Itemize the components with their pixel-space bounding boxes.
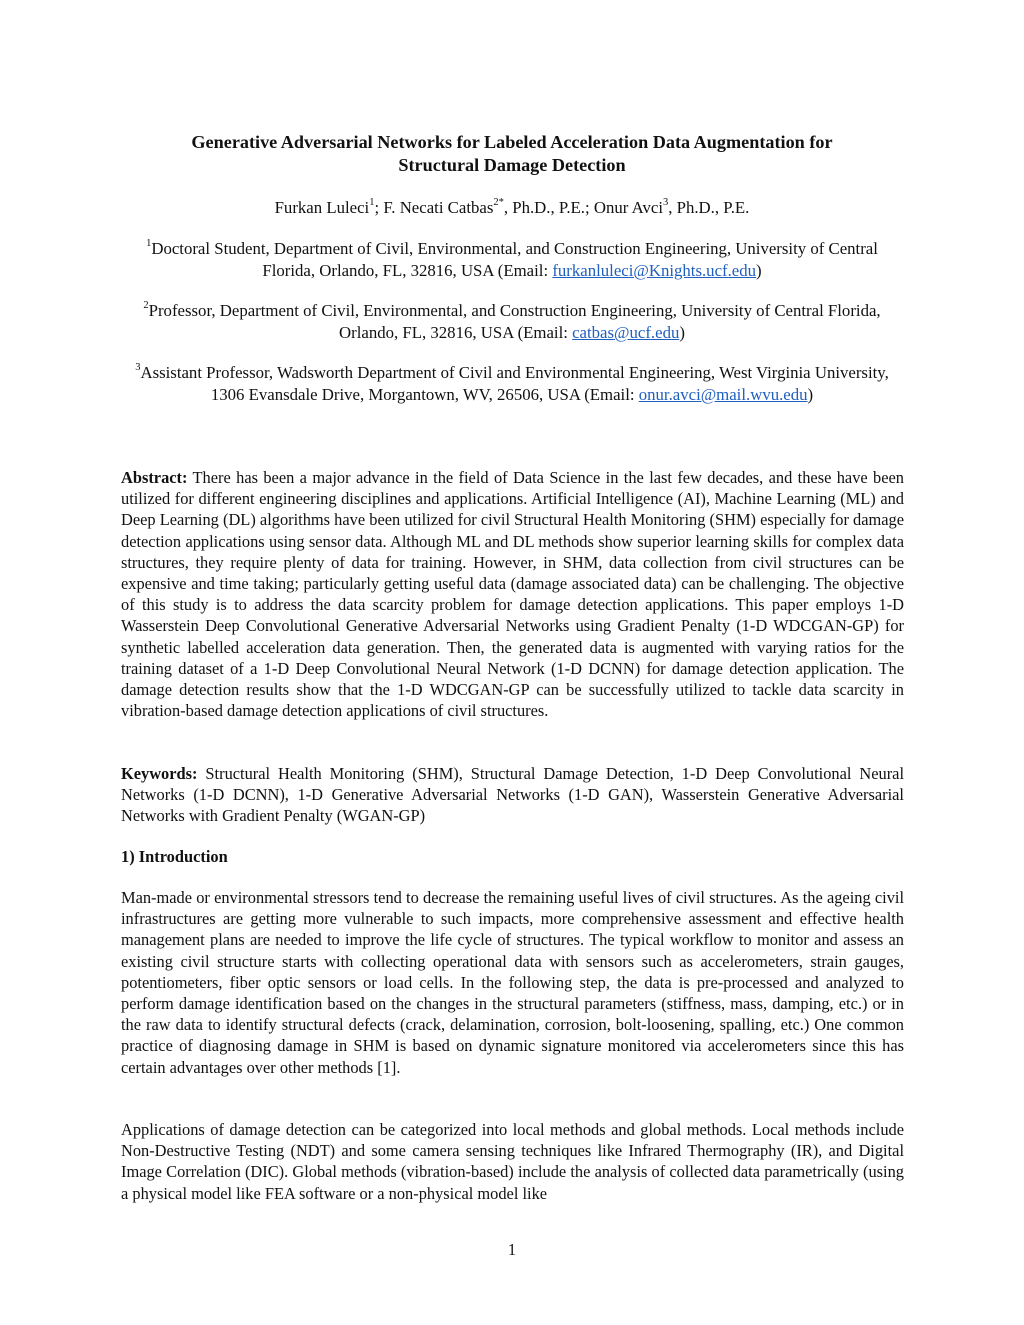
affiliation-2-email-link[interactable]: catbas@ucf.edu	[572, 323, 680, 342]
author-3-sup: 3	[663, 197, 669, 209]
title-line-1: Generative Adversarial Networks for Labeled Acceleration Data Augmentation for	[191, 132, 833, 152]
affiliation-1-close: )	[756, 261, 762, 280]
author-2-name: F. Necati Catbas	[383, 198, 494, 217]
affiliation-1-email-link[interactable]: furkanluleci@Knights.ucf.edu	[552, 261, 757, 280]
author-list	[120, 197, 904, 219]
affiliation-2-sup: 2	[143, 300, 149, 312]
abstract-paragraph	[121, 467, 904, 721]
page-number: 1	[507, 1240, 517, 1259]
abstract-label: Abstract:	[121, 468, 188, 487]
affiliation-2	[120, 300, 904, 344]
affiliation-3	[120, 362, 904, 406]
author-3-name: Onur Avci	[593, 198, 663, 217]
affiliation-1-sup: 1	[146, 238, 152, 250]
affiliation-3-email-link[interactable]: onur.avci@mail.wvu.edu	[638, 385, 808, 404]
keywords-text: Structural Health Monitoring (SHM), Structural Damage Detection, 1-D Deep Convolutional Neural Networks (1-D DCNN), 1-D Generative Adversarial Networks (1-D GAN), Wasserstein Generative Adversarial Networks with Gradient Penalty (WGAN-GP)	[121, 764, 904, 826]
affiliation-1	[120, 238, 904, 282]
affiliation-2-text: Professor, Department of Civil, Environmental, and Construction Engineering, University of Central Florida, Orlando, FL, 32816, USA (Email:	[148, 301, 881, 342]
introduction-paragraph-2: Applications of damage detection can be categorized into local methods and global methods. Local methods include Non-Destructive Testing (NDT) and some camera sensing techniques like Infrared Thermography (IR), and Digital Image Correlation (DIC). Global methods (vibration-based) include the analysis of collected data parametrically (using a physical model like FEA software or a non-physical model like	[121, 1120, 904, 1203]
affiliation-3-close: )	[807, 385, 814, 404]
author-1-name: Furkan Luleci	[274, 198, 370, 217]
section-heading-introduction: 1) Introduction	[121, 847, 228, 866]
title-line-2: Structural Damage Detection	[398, 155, 626, 175]
author-2-credentials: , Ph.D., P.E.;	[503, 198, 594, 217]
keywords-label: Keywords:	[121, 764, 198, 783]
author-2-sup: 2*	[493, 197, 504, 209]
keywords-paragraph	[121, 763, 904, 827]
affiliation-1-text: Doctoral Student, Department of Civil, Environmental, and Construction Engineering, University of Central Florida, Orlando, FL, 32816, USA (Email:	[151, 239, 878, 280]
author-3-credentials: , Ph.D., P.E.	[668, 198, 750, 217]
abstract-text: There has been a major advance in the field of Data Science in the last few decades, and these have been utilized for different engineering disciplines and applications. Artificial Intelligence (AI), Machine Learning (ML) and Deep Learning (DL) algorithms have been utilized for civil Structural Health Monitoring (SHM) especially for damage detection applications using sensor data. Although ML and DL methods show superior learning skills for complex data structures, they require plenty of data for training. However, in SHM, data collection from civil structures can be expensive and time taking; particularly getting useful data (damage associated data) can be challenging. The objective of this study is to address the data scarcity problem for damage detection applications. This paper employs 1-D Wasserstein Deep Convolutional Generative Adversarial Networks using Gradient Penalty (1-D WDCGAN-GP) for synthetic labelled acceleration data generation. Then, the generated data is augmented with varying ratios for the training dataset of a 1-D Deep Convolutional Neural Network (1-D DCNN) for damage detection application. The damage detection results show that the 1-D WDCGAN-GP can be successfully utilized to tackle data scarcity in vibration-based damage detection applications of civil structures.	[121, 468, 904, 721]
author-separator: ;	[374, 198, 384, 217]
paper-title	[120, 131, 904, 177]
affiliation-3-text: Assistant Professor, Wadsworth Department of Civil and Environmental Engineering, West Virginia University, 1306 Evansdale Drive, Morgantown, WV, 26506, USA (Email:	[140, 363, 889, 404]
author-1-sup: 1	[369, 197, 375, 209]
affiliation-2-close: )	[679, 323, 685, 342]
affiliation-3-sup: 3	[135, 362, 141, 374]
introduction-paragraph-1: Man-made or environmental stressors tend to decrease the remaining useful lives of civil structures. As the ageing civil infrastructures are getting more vulnerable to such impacts, more comprehensive assessment and effective health management plans are needed to improve the life cycle of structures. The typical workflow to monitor and assess an existing civil structure starts with collecting operational data with sensors such as accelerometers, strain gauges, potentiometers, fiber optic sensors or load cells. In the following step, the data is pre-processed and analyzed to perform damage identification based on the changes in the structural parameters (stiffness, mass, damping, etc.) or in the raw data to identify structural defects (crack, delamination, corrosion, bolt-loosening, spalling, etc.) One common practice of diagnosing damage in SHM is based on dynamic signature monitored via accelerometers since this has certain advantages over other methods [1].	[121, 888, 904, 1077]
